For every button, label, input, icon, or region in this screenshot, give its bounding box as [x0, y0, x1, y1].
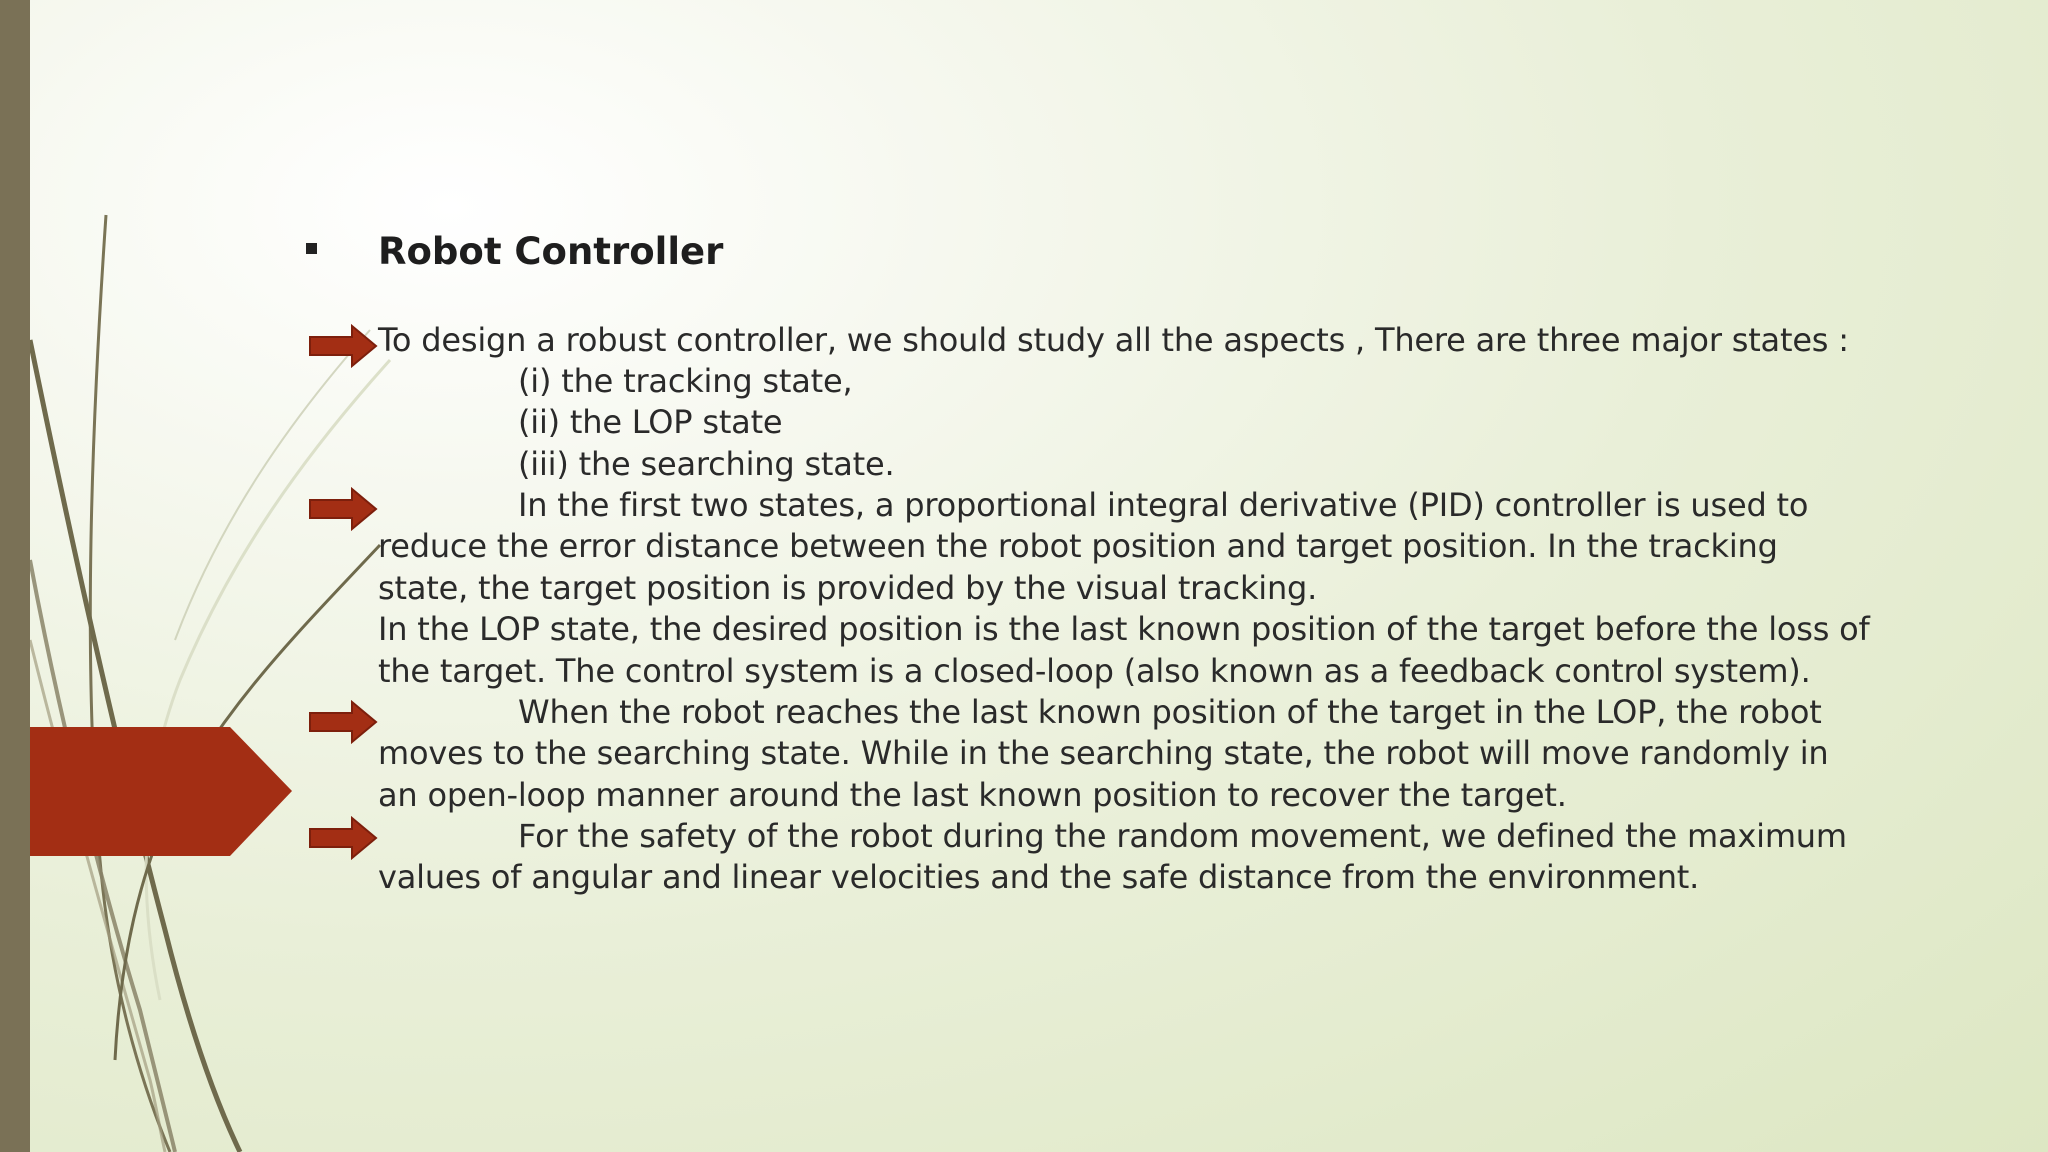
right-arrow-icon [308, 324, 378, 368]
body-text-line: To design a robust controller, we should study all the aspects , There are three major states : [378, 321, 1849, 359]
right-arrow-icon [308, 700, 378, 744]
right-arrow-icon [308, 487, 378, 531]
body-text-line: the target. The control system is a closed-loop (also known as a feedback control system). [378, 652, 1811, 690]
body-text-line: moves to the searching state. While in the searching state, the robot will move randomly in [378, 734, 1829, 772]
body-text-line: values of angular and linear velocities and the safe distance from the environment. [378, 858, 1700, 896]
square-bullet-icon [306, 243, 317, 254]
body-text-line: an open-loop manner around the last known position to recover the target. [378, 776, 1567, 814]
body-text-line: state, the target position is provided by the visual tracking. [378, 569, 1318, 607]
state-list-item: (i) the tracking state, [518, 362, 853, 400]
body-text-line: reduce the error distance between the robot position and target position. In the tracking [378, 527, 1778, 565]
state-list-item: (ii) the LOP state [518, 403, 783, 441]
body-text-line: In the first two states, a proportional integral derivative (PID) controller is used to [518, 486, 1809, 524]
body-text-line: In the LOP state, the desired position is the last known position of the target before the loss of [378, 610, 1870, 648]
body-text-line: For the safety of the robot during the random movement, we defined the maximum [518, 817, 1847, 855]
state-list-item: (iii) the searching state. [518, 445, 895, 483]
right-arrow-icon [308, 816, 378, 860]
body-text-line: When the robot reaches the last known position of the target in the LOP, the robot [518, 693, 1822, 731]
slide-heading: Robot Controller [378, 230, 724, 273]
